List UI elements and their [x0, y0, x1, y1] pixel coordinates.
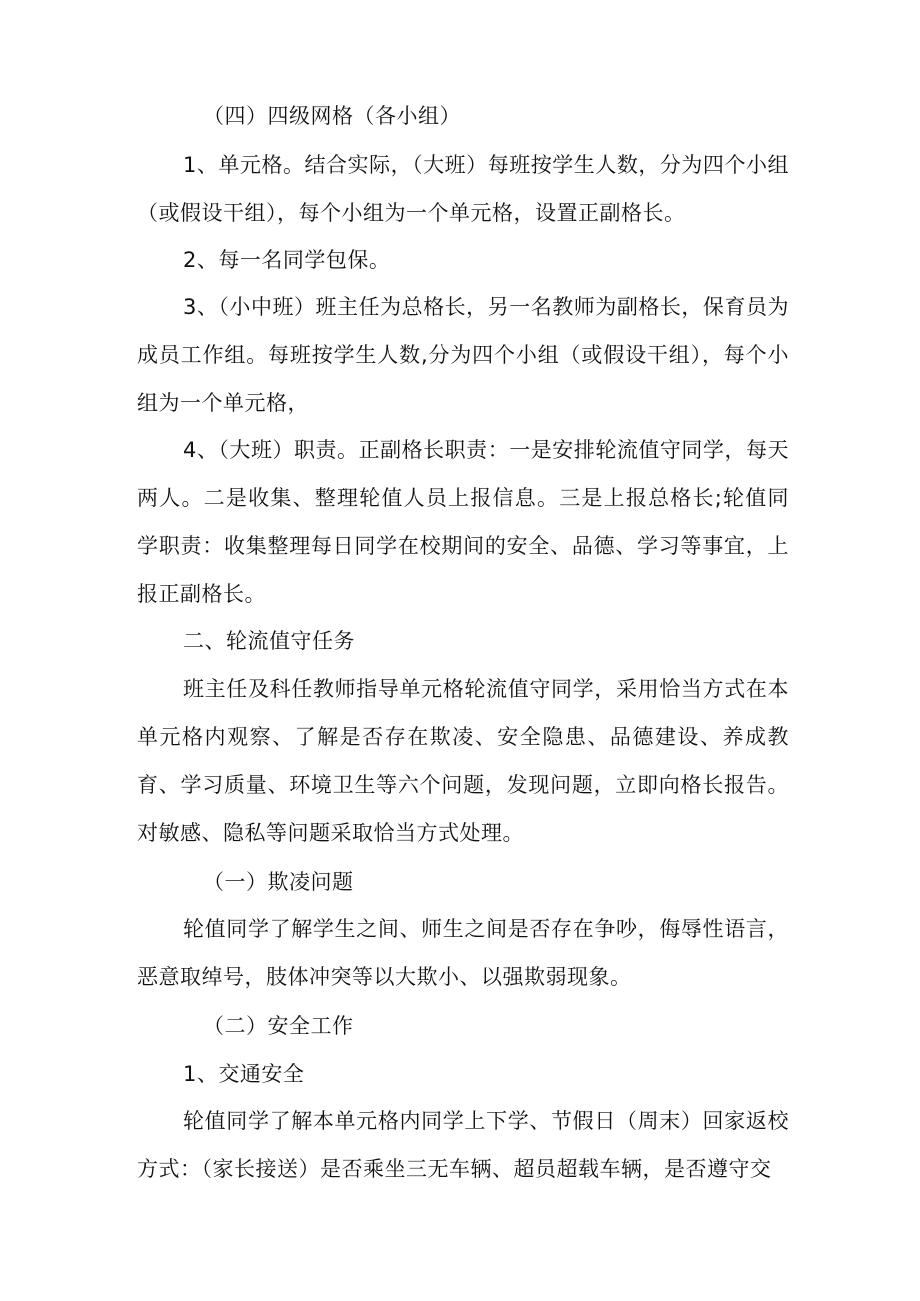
section-heading-safety: （二）安全工作 [203, 1014, 354, 1038]
paragraph-duties: 4、（大班）职责。正副格长职责：一是安排轮流值守同学，每天两人。二是收集、整理轮值人员上报信息。三是上报总格长;轮值同学职责：收集整理每日同学在校期间的安全、品德、学习等事宜，上报正副格长。 [137, 438, 789, 606]
subheading-traffic-safety: 1、交通安全 [183, 1062, 305, 1086]
section-heading-rotation-tasks: 二、轮流值守任务 [183, 629, 355, 653]
paragraph-bullying: 轮值同学了解学生之间、师生之间是否存在争吵，侮辱性语言，恶意取绰号，肢体冲突等以大欺小、以强欺弱现象。 [137, 917, 789, 989]
paragraph-rotation-tasks: 班主任及科任教师指导单元格轮流值守同学，采用恰当方式在本单元格内观察、了解是否存在欺凌、安全隐患、品德建设、养成教育、学习质量、环境卫生等六个问题，发现问题，立即向格长报告。对敏感、隐私等问题采取恰当方式处理。 [137, 677, 789, 845]
paragraph-unit-cell: 1、单元格。结合实际，（大班）每班按学生人数，分为四个小组（或假设干组），每个小组为一个单元格，设置正副格长。 [137, 153, 789, 225]
paragraph-traffic-safety: 轮值同学了解本单元格内同学上下学、节假日（周末）回家返校方式：（家长接送）是否乘坐三无车辆、超员超载车辆，是否遵守交 [137, 1109, 789, 1181]
section-heading-four-level-grid: （四）四级网格（各小组） [203, 104, 461, 128]
paragraph-small-middle-class: 3、（小中班）班主任为总格长，另一名教师为副格长，保育员为成员工作组。每班按学生人数,分为四个小组（或假设干组），每个小组为一个单元格， [137, 295, 789, 415]
section-heading-bullying: （一）欺凌问题 [203, 870, 354, 894]
paragraph-each-student: 2、每一名同学包保。 [183, 248, 391, 272]
